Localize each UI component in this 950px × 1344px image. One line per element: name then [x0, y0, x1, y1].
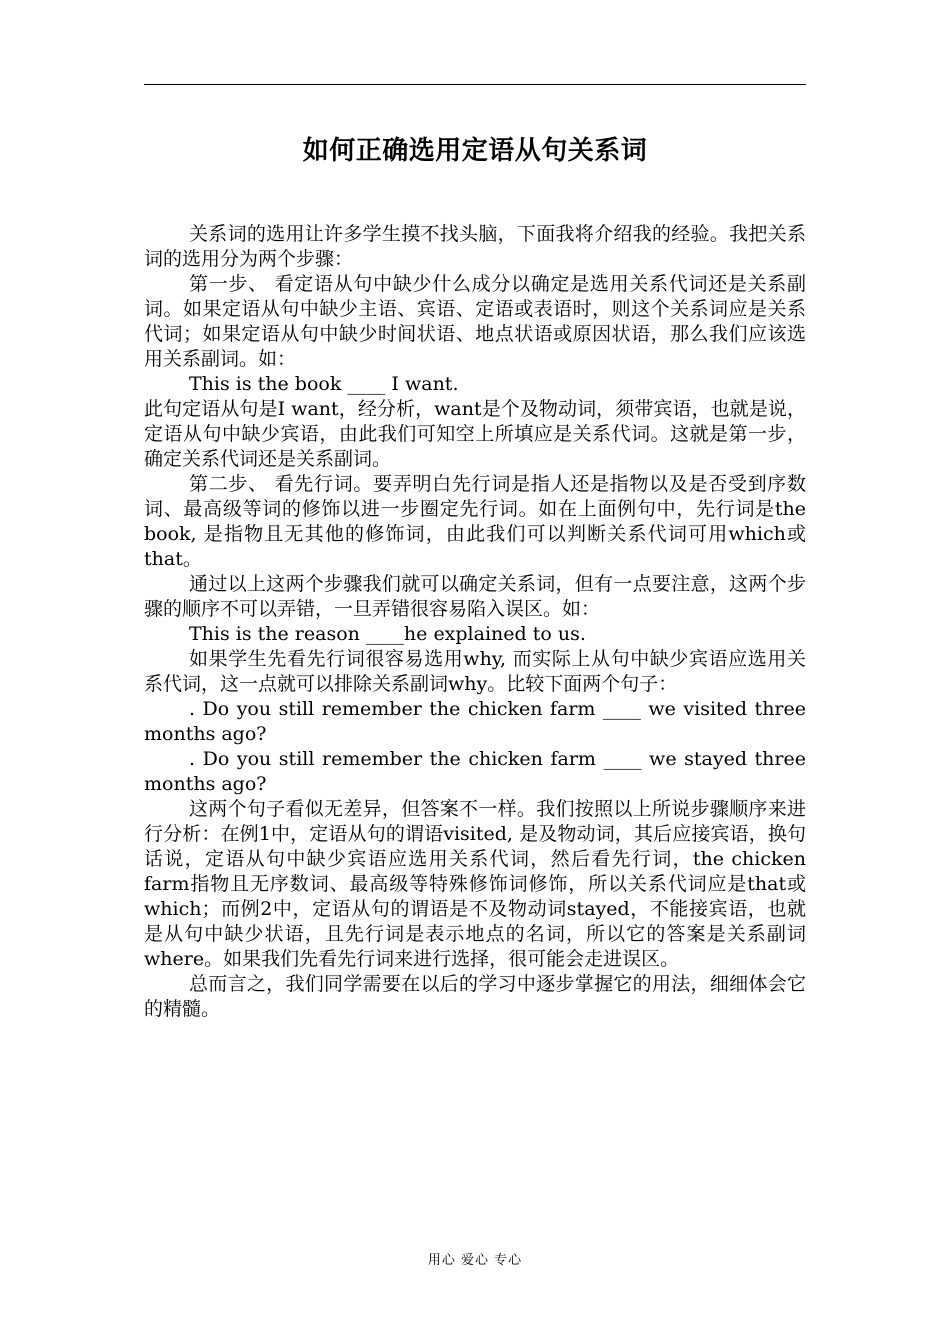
paragraph-step-one: 第一步、 看定语从句中缺少什么成分以确定是选用关系代词还是关系副词。如果定语从句中缺少主语、宾语、定语或表语时，则这个关系词应是关系代词；如果定语从句中缺少时间状语、地点状语或原因状语，那么我们应该选用关系副词。如： [144, 273, 806, 370]
paragraph-comparison: 这两个句子看似无差异，但答案不一样。我们按照以上所说步骤顺序来进行分析：在例1中，定语从句的谓语visited, 是及物动词，其后应接宾语，换句话说，定语从句中缺少宾语应选用关系代词，然后看先行词，the chicken farm指物且无序数词、最高级等特殊修饰词修饰，所以关系代词应是that或which；而例2中，定语从句的谓语是不及物动词stayed，不能接宾语，也就是从句中缺少状语，且先行词是表示地点的名词，所以它的答案是关系副词where。如果我们先看先行词来进行选择，很可能会走进误区。 [144, 798, 806, 970]
header-rule [144, 84, 806, 85]
paragraph-analysis-1: 此句定语从句是I want，经分析，want是个及物动词，须带宾语，也就是说，定语从句中缺少宾语，由此我们可知空上所填应是关系代词。这就是第一步，确定关系代词还是关系副词。 [144, 398, 806, 470]
paragraph-intro: 关系词的选用让许多学生摸不找头脑，下面我将介绍我的经验。我把关系词的选用分为两个步骤： [144, 223, 806, 270]
example-sentence-1: This is the book ____ I want. [189, 373, 459, 395]
document-body [144, 222, 806, 1022]
example-sentence-2: This is the reason ____he explained to us. [189, 623, 586, 645]
page-title: 如何正确选用定语从句关系词 [302, 136, 648, 166]
page-footer: 用心 爱心 专心 [427, 1253, 523, 1268]
paragraph-step-two: 第二步、 看先行词。要弄明白先行词是指人还是指物以及是否受到序数词、最高级等词的修饰以进一步圈定先行词。如在上面例句中，先行词是the book, 是指物且无其他的修饰词，由此我们可以判断关系代词可用which或that。 [144, 473, 806, 570]
paragraph-caution: 通过以上这两个步骤我们就可以确定关系词，但有一点要注意，这两个步骤的顺序不可以弄错，一旦弄错很容易陷入误区。如： [144, 573, 806, 620]
paragraph-analysis-2: 如果学生先看先行词很容易选用why, 而实际上从句中缺少宾语应选用关系代词，这一点就可以排除关系副词why。比较下面两个句子： [144, 648, 806, 695]
example-sentence-3: . Do you still remember the chicken farm ____ we visited three months ago? [144, 698, 806, 745]
example-sentence-4: . Do you still remember the chicken farm ____ we stayed three months ago? [144, 748, 806, 795]
paragraph-conclusion: 总而言之，我们同学需要在以后的学习中逐步掌握它的用法，细细体会它的精髓。 [144, 973, 806, 1020]
